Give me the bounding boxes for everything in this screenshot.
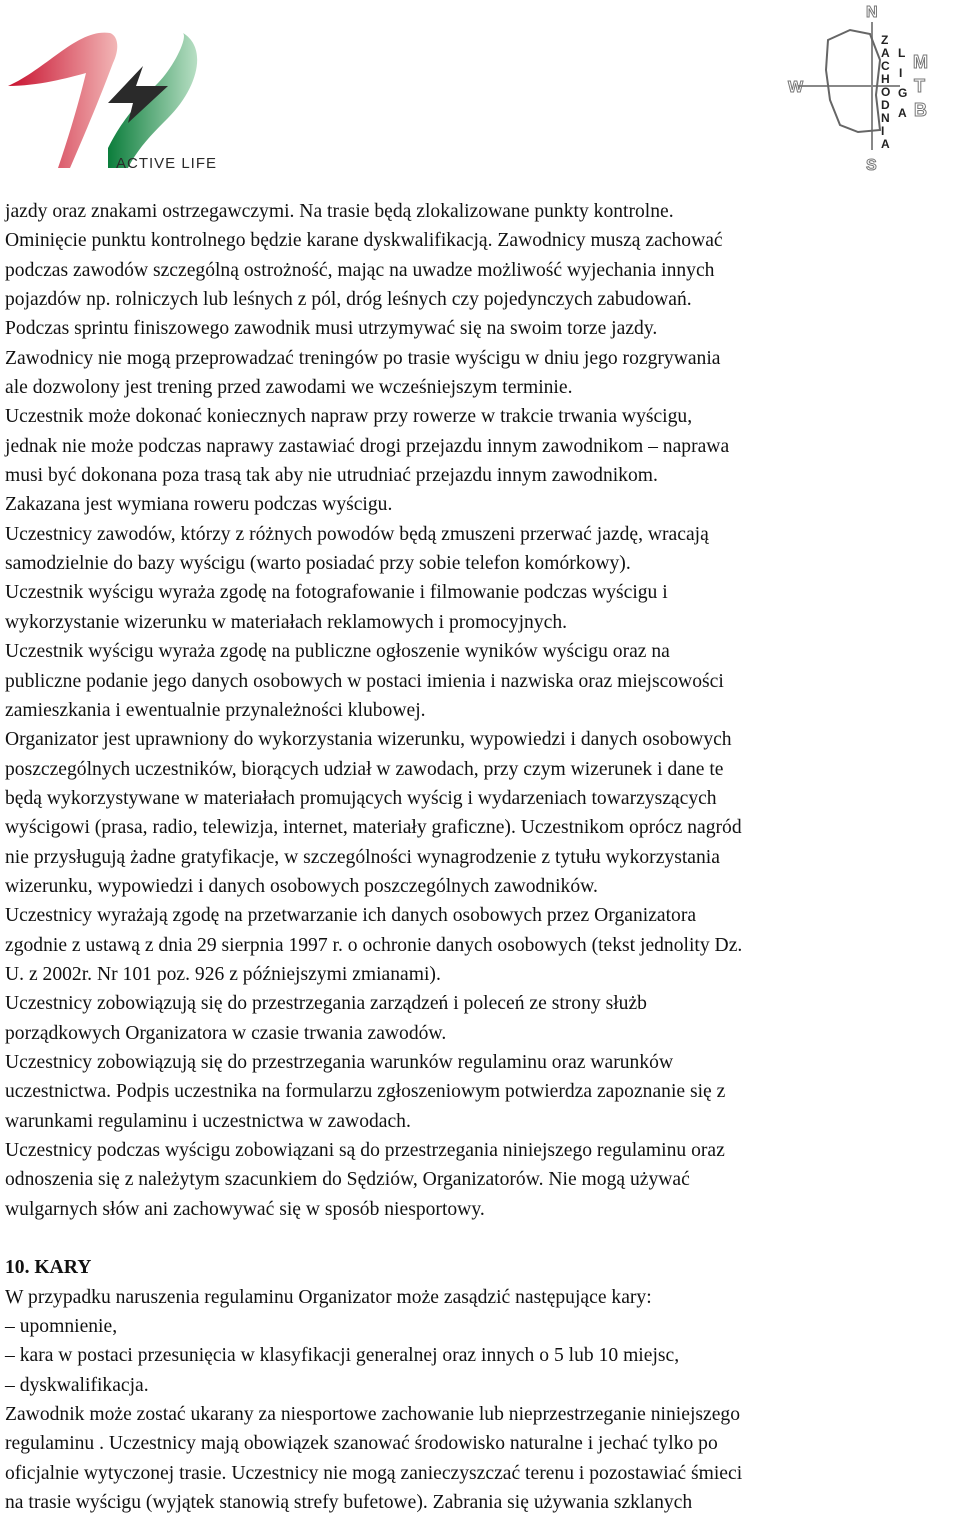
text-line: regulaminu . Uczestnicy mają obowiązek szanować środowisko naturalne i jechać tylko po [5,1433,718,1455]
zachodnia-liga-mtb-logo [780,0,960,180]
text-line: zgodnie z ustawą z dnia 29 sierpnia 1997 r. o ochronie danych osobowych (tekst jednolity Dz. [5,934,743,956]
svg-text:I: I [899,66,903,80]
liga-letters [898,46,907,120]
text-line: ale dozwolony jest trening przed zawodami we wcześniejszym terminie. [5,377,573,399]
svg-text:A: A [881,46,890,60]
text-line: wyścigowi (prasa, radio, telewizja, internet, materiały graficzne). Uczestnikom oprócz nagród [5,817,742,839]
text-line: Zawodnik może zostać ukarany za niesportowe zachowanie lub nieprzestrzeganie niniejszego [5,1404,740,1426]
svg-text:N: N [881,111,890,125]
text-line: podczas zawodów szczególną ostrożność, mając na uwadze możliwość wyjechania innych [5,259,715,281]
svg-text:I: I [881,124,885,138]
text-line: jednak nie może podczas naprawy zastawiać drogi przejazdu innym zawodnikom – naprawa [5,435,730,457]
list-item: – upomnienie, [5,1316,118,1338]
svg-text:O: O [881,85,891,99]
text-line: Uczestnicy zobowiązują się do przestrzegania warunków regulaminu oraz warunków [5,1051,674,1073]
text-line: Podczas sprintu finiszowego zawodnik musi utrzymywać się na swoim torze jazdy. [5,318,658,340]
svg-text:L: L [898,46,906,60]
text-line: wykorzystanie wizerunku w materiałach reklamowych i promocyjnych. [5,611,568,633]
paragraph-gap [5,1224,960,1253]
text-line: Zakazana jest wymiana roweru podczas wyścigu. [5,494,393,516]
list-item: – kara w postaci przesunięcia w klasyfikacji generalnej oraz innych o 5 lub 10 miejsc, [5,1345,680,1367]
text-line: Uczestnik może dokonać koniecznych napraw przy rowerze w trakcie trwania wyścigu, [5,406,693,428]
text-line: na trasie wyścigu (wyjątek stanowią strefy bufetowe). Zabrania się używania szklanych [5,1492,693,1514]
active-life-logo-text: ACTIVE LIFE [116,155,218,172]
compass-west-letter: W [788,79,804,96]
svg-text:D: D [881,98,890,112]
text-line: Zawodnicy nie mogą przeprowadzać treningów po trasie wyścigu w dniu jego rozgrywania [5,347,721,369]
svg-text:A: A [898,106,907,120]
svg-text:M: M [913,52,928,72]
text-line: wizerunku, wypowiedzi i danych osobowych poszczególnych zawodników. [5,875,598,897]
text-line: Uczestnicy zobowiązują się do przestrzegania zarządzeń i poleceń ze strony służb [5,993,647,1015]
text-line: warunkami regulaminu i uczestnictwa w zawodach. [5,1110,411,1132]
svg-text:B: B [914,100,927,120]
text-line: zamieszkania i ewentualnie przynależności klubowej. [5,699,426,721]
text-line: nie przysługują żadne gratyfikacje, w szczególności wynagrodzenie z tytułu wykorzystania [5,846,720,868]
zachodnia-letters [881,33,890,151]
text-line: Uczestnicy zawodów, którzy z różnych powodów będą zmuszeni przerwać jazdę, wracają [5,523,709,545]
text-line: jazdy oraz znakami ostrzegawczymi. Na trasie będą zlokalizowane punkty kontrolne. [5,201,674,222]
text-line: Organizator jest uprawniony do wykorzystania wizerunku, wypowiedzi i danych osobowych [5,729,732,751]
text-line: oficjalnie wytyczonej trasie. Uczestnicy nie mogą zanieczyszczać terenu i pozostawiać śmieci [5,1462,743,1484]
text-line: musi być dokonana poza trasą tak aby nie utrudniać przejazdu innym zawodnikom. [5,465,658,487]
text-line: samodzielnie do bazy wyścigu (warto posiadać przy sobie telefon komórkowy). [5,553,631,575]
text-line: wulgarnych słów ani zachowywać się w sposób niesportowy. [5,1198,485,1220]
text-line: uczestnictwa. Podpis uczestnika na formularzu zgłoszeniowym potwierdza zapoznanie się z [5,1081,726,1103]
text-line: porządkowych Organizatora w czasie trwania zawodów. [5,1022,447,1044]
compass-south-letter: S [866,157,877,174]
text-line: Uczestnicy wyrażają zgodę na przetwarzanie ich danych osobowych przez Organizatora [5,905,697,927]
text-line: odnoszenia się z należytym szacunkiem do Sędziów, Organizatorów. Nie mogą używać [5,1169,690,1191]
svg-text:G: G [898,86,908,100]
text-line: U. z 2002r. Nr 101 poz. 926 z późniejszymi zmianami). [5,963,441,985]
svg-text:C: C [881,59,890,73]
list-item: – dyskwalifikacja. [5,1374,149,1396]
page-header [0,0,960,190]
text-line: publiczne podanie jego danych osobowych w postaci imienia i nazwiska oraz miejscowości [5,670,724,692]
text-line: Ominięcie punktu kontrolnego będzie karane dyskwalifikacją. Zawodnicy muszą zachować [5,230,723,252]
svg-text:H: H [881,72,890,86]
svg-text:Z: Z [881,33,889,47]
text-line: poszczególnych uczestników, biorących udział w zawodach, przy czym wizerunek i dane te [5,758,724,780]
text-line: Uczestnik wyścigu wyraża zgodę na fotografowanie i filmowanie podczas wyścigu i [5,582,668,604]
regulation-text [5,197,960,1517]
active-life-logo [8,8,238,178]
text-line: będą wykorzystywane w materiałach promujących wyścig i wydarzeniach towarzyszących [5,787,717,809]
svg-text:A: A [881,137,890,151]
section-heading: 10. KARY [5,1257,92,1279]
mtb-letters [913,52,928,120]
text-line: Uczestnik wyścigu wyraża zgodę na publiczne ogłoszenie wyników wyścigu oraz na [5,641,670,663]
text-line: W przypadku naruszenia regulaminu Organizator może zasądzić następujące kary: [5,1286,652,1308]
svg-text:T: T [914,76,925,96]
compass-north-letter: N [866,4,878,21]
text-line: Uczestnicy podczas wyścigu zobowiązani są do przestrzegania niniejszego regulaminu oraz [5,1140,725,1161]
text-line: pojazdów np. rolniczych lub leśnych z pól, dróg leśnych czy pojedynczych zabudowań. [5,289,692,311]
